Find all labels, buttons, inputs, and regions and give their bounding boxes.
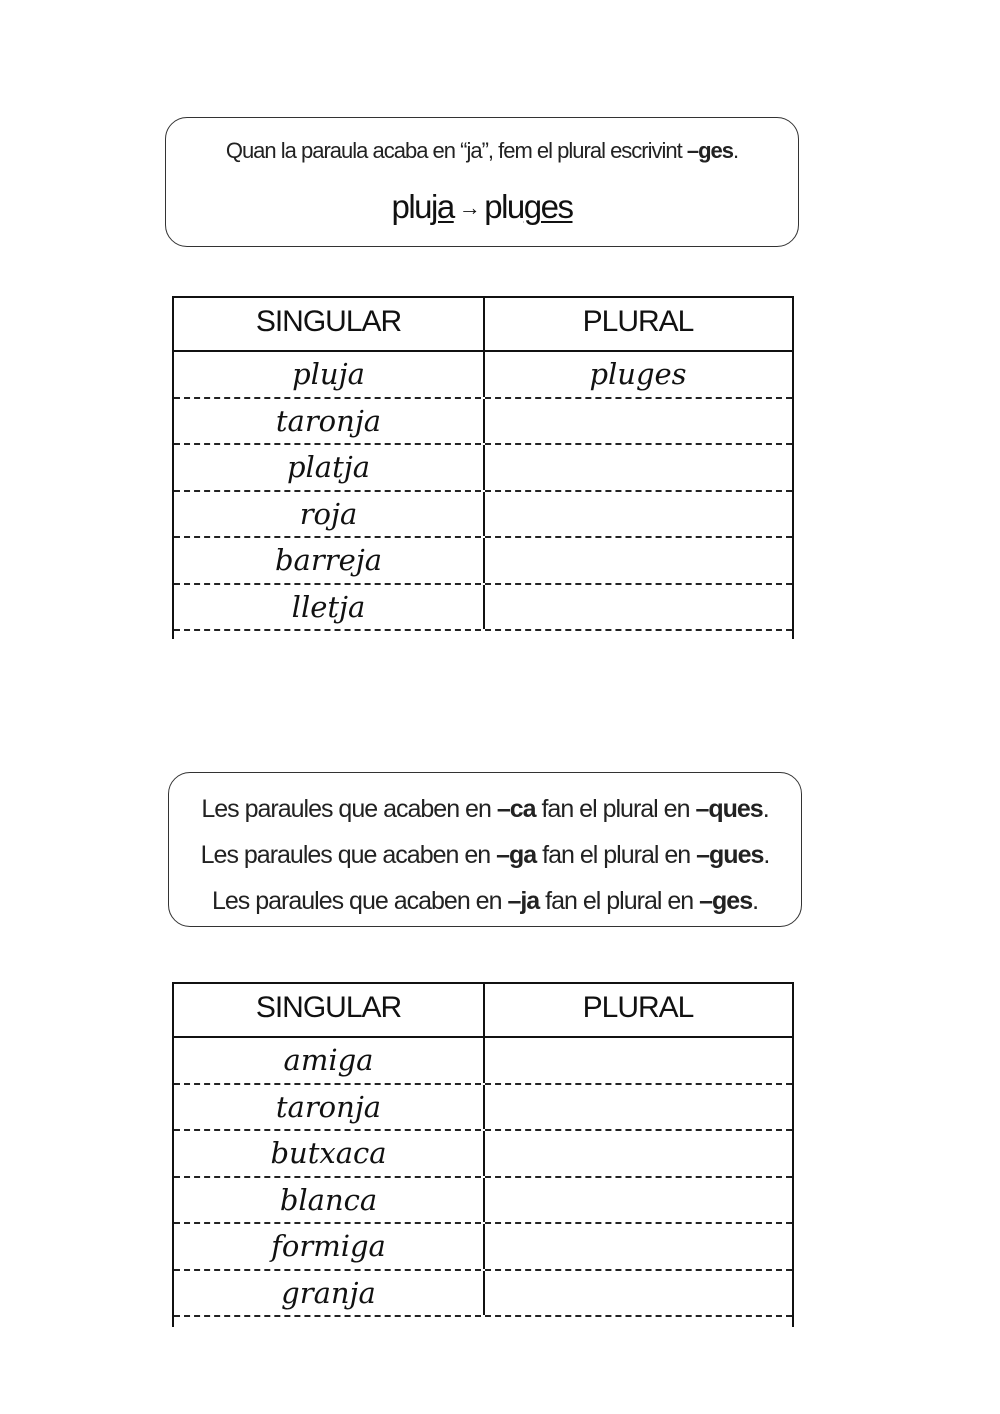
singular-cell: taronja <box>174 1085 485 1130</box>
plural-cell[interactable] <box>485 399 791 444</box>
rule-suffix: –ges <box>699 887 753 915</box>
example-plural-stem: plu <box>484 188 524 225</box>
rule-line-ca <box>169 786 801 832</box>
rule-text: . <box>762 795 769 823</box>
example-plural-ending: ges <box>523 188 573 225</box>
rule-text: . <box>752 887 759 915</box>
table-row <box>174 445 792 492</box>
header-plural: PLURAL <box>582 991 694 1024</box>
plural-cell[interactable] <box>485 1131 791 1176</box>
rule-text: fan el plural en <box>536 841 697 869</box>
rule-text: Les paraules que acaben en <box>211 887 508 915</box>
singular-cell: formiga <box>174 1224 485 1269</box>
table-row <box>174 1085 792 1132</box>
rule-box-ja <box>165 117 799 247</box>
rule-ending: –ja <box>507 887 540 915</box>
plural-cell[interactable] <box>485 1271 791 1316</box>
rule-text: fan el plural en <box>539 887 700 915</box>
singular-cell: lletja <box>174 585 485 630</box>
table-row <box>174 1271 792 1318</box>
arrow-right-icon: → <box>458 195 480 220</box>
singular-cell: roja <box>174 492 485 537</box>
singular-cell: butxaca <box>174 1131 485 1176</box>
singular-cell: barreja <box>174 538 485 583</box>
singular-cell: blanca <box>174 1178 485 1223</box>
table-row <box>174 1224 792 1271</box>
rule-text-start: Quan la paraula acaba en “ja”, fem el plural escrivint <box>225 138 687 163</box>
rule-text-end: . <box>733 138 739 163</box>
rule-suffix: –ges <box>686 138 734 163</box>
table-row <box>174 352 792 399</box>
rule-line-ga <box>169 832 801 878</box>
table-row <box>174 492 792 539</box>
rule-example <box>166 190 798 223</box>
rule-text: Les paraules que acaben en <box>200 841 497 869</box>
plural-cell[interactable] <box>485 492 791 537</box>
rule-text <box>166 140 798 162</box>
table-row <box>174 538 792 585</box>
table-row <box>174 585 792 632</box>
rule-text: Les paraules que acaben en <box>201 795 497 823</box>
example-singular-ending: ja <box>431 188 454 225</box>
rule-ending: –ga <box>496 841 537 869</box>
rule-suffix: –ques <box>695 795 763 823</box>
header-singular: SINGULAR <box>174 984 485 1036</box>
singular-cell: pluja <box>174 352 485 397</box>
table-header <box>174 298 792 352</box>
table-row <box>174 399 792 446</box>
singular-cell: amiga <box>174 1038 485 1083</box>
plural-cell[interactable] <box>485 585 791 630</box>
header-plural: PLURAL <box>582 305 694 338</box>
plural-cell[interactable] <box>485 1178 791 1223</box>
plural-cell[interactable] <box>485 1038 791 1083</box>
table-header <box>174 984 792 1038</box>
exercise-table-1 <box>172 296 794 639</box>
table-row <box>174 1038 792 1085</box>
rule-box-ca-ga-ja <box>168 772 802 927</box>
rule-suffix: –gues <box>696 841 764 869</box>
plural-cell[interactable] <box>485 445 791 490</box>
example-singular-stem: plu <box>391 188 432 225</box>
plural-cell[interactable] <box>485 1224 791 1269</box>
table-row <box>174 1178 792 1225</box>
singular-cell: granja <box>174 1271 485 1316</box>
rule-line-ja <box>169 878 801 924</box>
exercise-table-2 <box>172 982 794 1327</box>
table-row <box>174 1131 792 1178</box>
rule-text: fan el plural en <box>535 795 696 823</box>
header-singular: SINGULAR <box>174 298 485 350</box>
singular-cell: platja <box>174 445 485 490</box>
plural-cell[interactable]: pluges <box>589 357 687 391</box>
rule-text: . <box>763 841 770 869</box>
singular-cell: taronja <box>174 399 485 444</box>
rule-ending: –ca <box>496 795 536 823</box>
plural-cell[interactable] <box>485 1085 791 1130</box>
plural-cell[interactable] <box>485 538 791 583</box>
